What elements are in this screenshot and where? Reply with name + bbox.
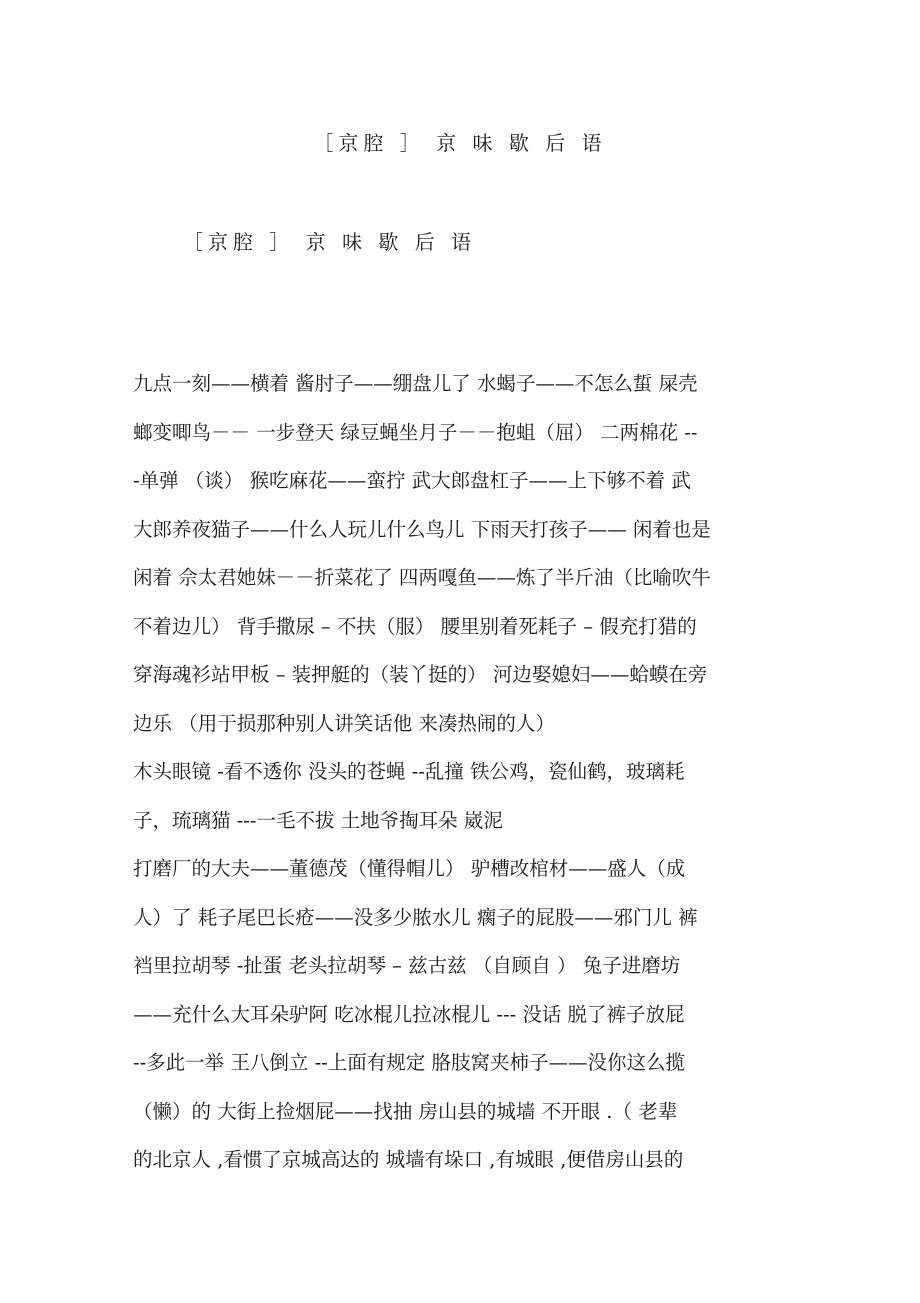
text-line: 边乐 （用于损那种别人讲笑话他 来凑热闹的人） — [133, 711, 555, 735]
text-line: 的北京人 ,看惯了京城高达的 城墙有垛口 ,有城眼 ,便借房山县的 — [133, 1148, 684, 1171]
body-text — [133, 360, 783, 1185]
text-line: 穿海魂衫站甲板 – 装押艇的（装丫挺的） 河边娶媳妇——蛤蟆在旁 — [133, 663, 708, 686]
page-title: ［京腔 ］ 京 味 歇 后 语 — [313, 131, 607, 155]
text-line: 不着边儿） 背手撒尿 – 不扶（服） 腰里别着死耗子 – 假充打猎的 — [133, 614, 697, 638]
text-line: （懒）的 大街上捡烟屁——找抽 房山县的城墙 不开眼 .（ 老辈 — [133, 1099, 678, 1123]
text-line: 螂变唧鸟－－ 一步登天 绿豆蝇坐月子－－抱蛆（屈） 二两棉花 -- — [133, 420, 698, 444]
text-line: 人）了 耗子尾巴长疮——没多少脓水儿 瘸子的屁股——邪门儿 裤 — [133, 905, 698, 929]
text-line: 裆里拉胡琴 -扯蛋 老头拉胡琴 – 兹古兹 （自顾自 ） 兔子进磨坊 — [133, 954, 681, 977]
text-line: 子，琉璃猫 ---一毛不拔 土地爷掏耳朵 崴泥 — [133, 808, 503, 832]
text-line: -单弹 （谈） 猴吃麻花——蛮拧 武大郎盘杠子——上下够不着 武 — [133, 469, 691, 492]
text-line: --多此一举 王八倒立 --上面有规定 胳肢窝夹柿子——没你这么揽 — [133, 1051, 685, 1074]
text-line: 木头眼镜 -看不透你 没头的苍蝇 --乱撞 铁公鸡，瓷仙鹤，玻璃耗 — [133, 760, 685, 783]
document-subtitle: ［京腔 ］ 京 味 歇 后 语 — [183, 230, 477, 254]
text-line: 闲着 佘太君她妹－－折菜花了 四两嘎鱼——炼了半斤油（比喻吹牛 — [133, 566, 711, 589]
text-line: 打磨厂的大夫——董德茂（懂得帽儿） 驴槽改棺材——盛人（成 — [133, 857, 686, 880]
text-line: 九点一刻——横着 酱肘子——绷盘儿了 水蝎子——不怎么蜇 屎壳 — [133, 372, 698, 395]
text-line: 大郎养夜猫子——什么人玩儿什么鸟儿 下雨天打孩子—— 闲着也是 — [133, 517, 711, 541]
text-line: ——充什么大耳朵驴阿 吃冰棍儿拉冰棍儿 --- 没话 脱了裤子放屁 — [133, 1002, 685, 1026]
